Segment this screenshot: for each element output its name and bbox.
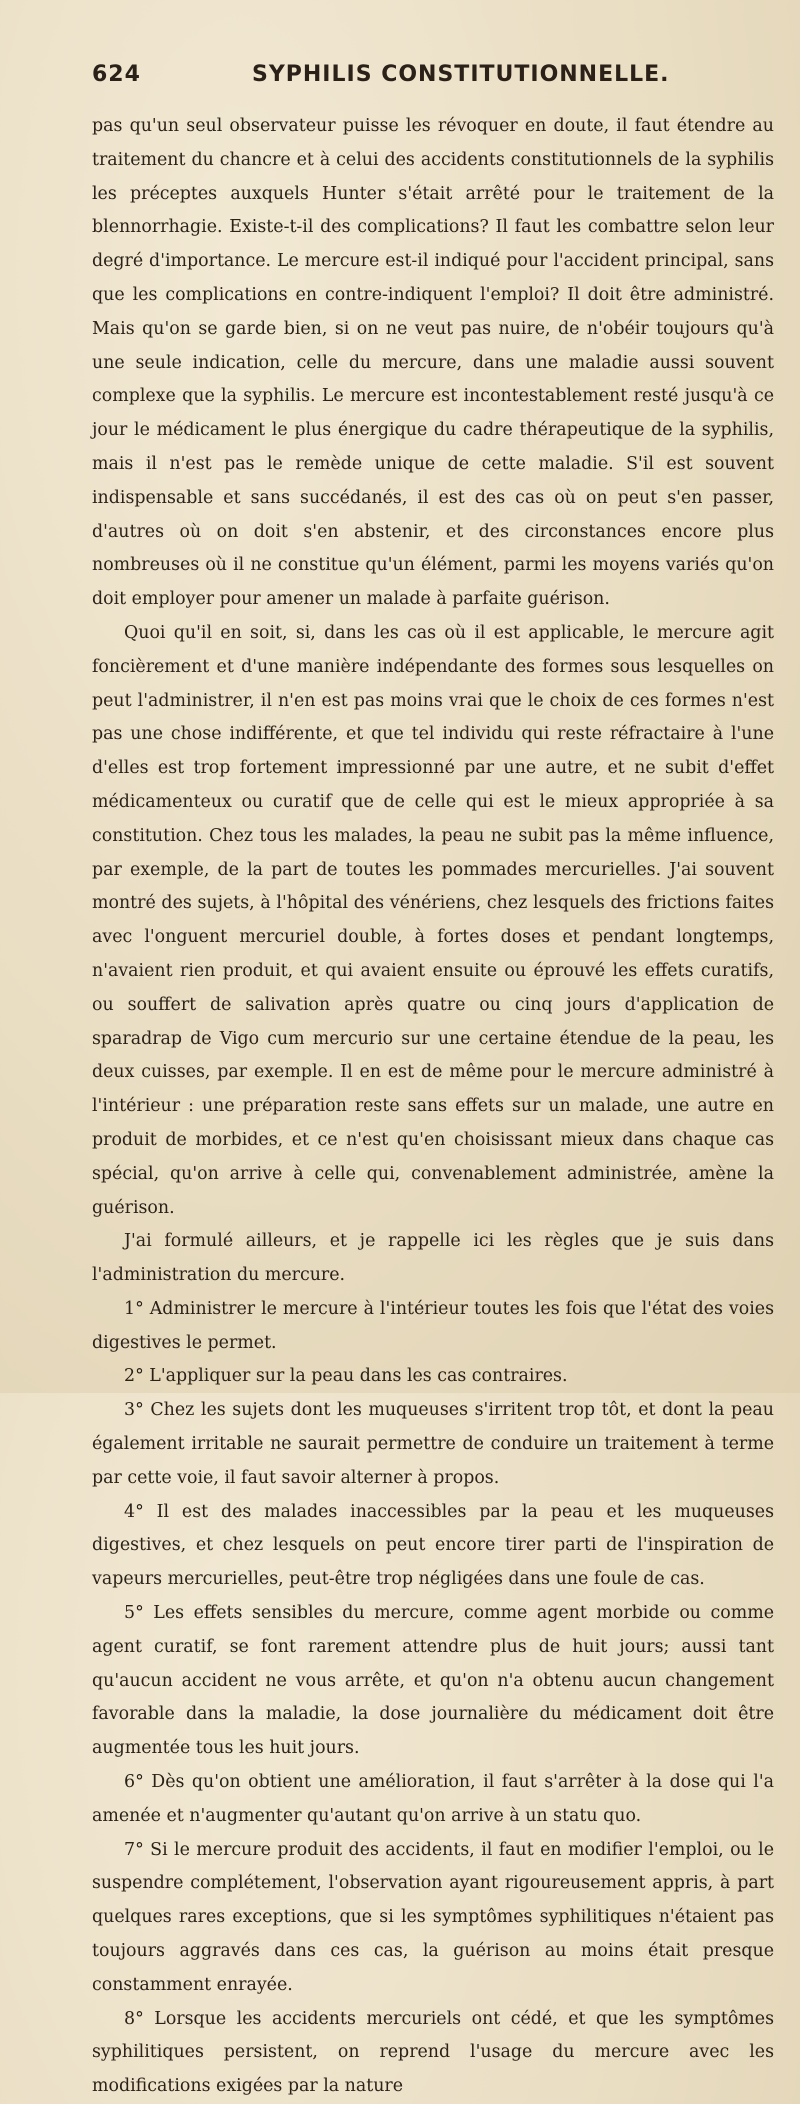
rule-8: 8° Lorsque les accidents mercuriels ont cédé, et que les symptômes syphilitiques persistent, on reprend l'usage du mercure avec les modifications exigées par la nature [92, 2008, 774, 2097]
book-page [92, 62, 774, 2104]
running-head [92, 62, 774, 106]
body-text [92, 110, 774, 2104]
paragraph-2: Quoi qu'il en soit, si, dans les cas où il est applicable, le mercure agit foncièrement et d'une manière indépendante des formes sous lesquelles on peut l'administrer, il n'en est pas moins vrai que le choix de ces formes n'est pas une chose indifférente, et que tel individu qui reste réfractaire à l'une d'elles est trop fortement impressionné par une autre, et ne subit d'effet médicamenteux ou curatif que de celle qui est le mieux appropriée à sa constitution. Chez tous les malades, la peau ne subit pas la même influence, par exemple, de la part de toutes les pommades mercurielles. J'ai souvent montré des sujets, à l'hôpital des vénériens, chez lesquels des frictions faites avec l'onguent mercuriel double, à fortes doses et pendant longtemps, n'avaient rien produit, et qui avaient ensuite ou éprouvé les effets curatifs, ou souffert de salivation après quatre ou cinq jours d'application de sparadrap de Vigo cum mercurio sur une certaine étendue de la peau, les deux cuisses, par exemple. Il en est de même pour le mercure administré à l'intérieur : une préparation reste sans effets sur un malade, une autre en produit de morbides, et ce n'est qu'en choisissant mieux dans chaque cas spécial, qu'on arrive à celle qui, convenablement administrée, amène la guérison. [92, 622, 774, 1218]
running-title: SYPHILIS CONSTITUTIONNELLE. [252, 62, 670, 87]
rule-5: 5° Les effets sensibles du mercure, comme agent morbide ou comme agent curatif, se font rarement attendre plus de huit jours; aussi tant qu'aucun accident ne vous arrête, et qu'on n'a obtenu aucun changement favorable dans la maladie, la dose journalière du médicament doit être augmentée tous les huit jours. [92, 1603, 774, 1759]
paragraph-3: J'ai formulé ailleurs, et je rappelle ici les règles que je suis dans l'administration du mercure. [92, 1231, 774, 1286]
paragraph-1: pas qu'un seul observateur puisse les révoquer en doute, il faut étendre au traitement du chancre et à celui des accidents constitutionnels de la syphilis les préceptes auxquels Hunter s'était arrêté pour le traitement de la blennorrhagie. Existe-t-il des complications? Il faut les combattre selon leur degré d'importance. Le mercure est-il indiqué pour l'accident principal, sans que les complications en contre-indiquent l'emploi? Il doit être administré. Mais qu'on se garde bien, si on ne veut pas nuire, de n'obéir toujours qu'à une seule indication, celle du mercure, dans une maladie aussi souvent complexe que la syphilis. Le mercure est incontestablement resté jusqu'à ce jour le médicament le plus énergique du cadre thérapeutique de la syphilis, mais il n'est pas le remède unique de cette maladie. S'il est souvent indispensable et sans succédanés, il est des cas où on peut s'en passer, d'autres où on doit s'en abstenir, et des circonstances encore plus nombreuses où il ne constitue qu'un élément, parmi les moyens variés qu'on doit employer pour amener un malade à parfaite guérison. [92, 116, 774, 610]
rule-1: 1° Administrer le mercure à l'intérieur toutes les fois que l'état des voies digestives le permet. [92, 1298, 774, 1353]
rule-2: 2° L'appliquer sur la peau dans les cas contraires. [124, 1366, 568, 1387]
rule-6: 6° Dès qu'on obtient une amélioration, il faut s'arrêter à la dose qui l'a amenée et n'augmenter qu'autant qu'on arrive à un statu quo. [92, 1772, 774, 1826]
rule-3: 3° Chez les sujets dont les muqueuses s'irritent trop tôt, et dont la peau également irritable ne saurait permettre de conduire un traitement à terme par cette voie, il faut savoir alterner à propos. [92, 1400, 774, 1488]
page-number: 624 [92, 62, 141, 87]
rule-4: 4° Il est des malades inaccessibles par la peau et les muqueuses digestives, et chez lesquels on peut encore tirer parti de l'inspiration de vapeurs mercurielles, peut-être trop négligées dans une foule de cas. [92, 1501, 774, 1590]
rule-7: 7° Si le mercure produit des accidents, il faut en modifier l'emploi, ou le suspendre complétement, l'observation ayant rigoureusement appris, à part quelques rares exceptions, que si les symptômes syphilitiques n'étaient pas toujours aggravés dans ces cas, la guérison au moins était presque constamment enrayée. [92, 1839, 774, 1995]
